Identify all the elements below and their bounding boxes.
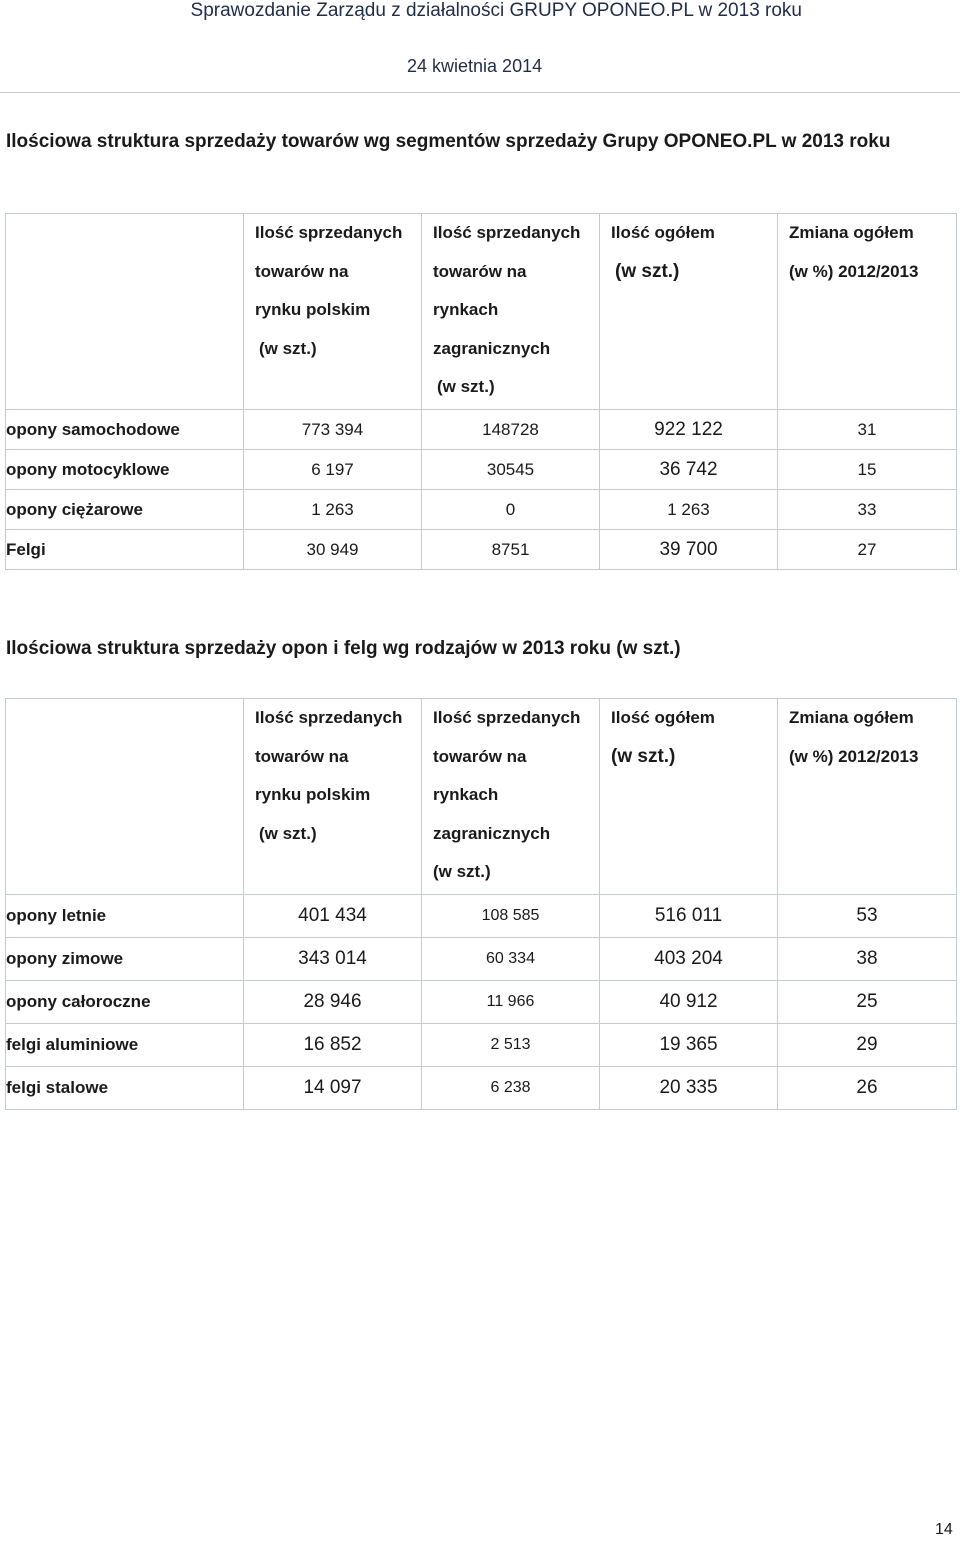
cell-foreign: 2 513	[422, 1024, 600, 1067]
cell-total: 40 912	[600, 981, 778, 1024]
header-line: (w szt.)	[433, 862, 491, 881]
cell-total: 39 700	[600, 530, 778, 570]
table-header-row	[6, 699, 957, 895]
header-foreign-markets	[422, 699, 600, 895]
cell-change: 29	[778, 1024, 957, 1067]
cell-change: 26	[778, 1067, 957, 1110]
cell-polish: 773 394	[244, 410, 422, 450]
header-line: towarów na	[255, 261, 349, 281]
cell-polish: 401 434	[244, 895, 422, 938]
document-header-date: 24 kwietnia 2014	[407, 56, 543, 76]
header-line: towarów na	[433, 746, 527, 766]
cell-polish: 1 263	[244, 490, 422, 530]
header-line: Zmiana ogółem	[789, 708, 914, 727]
cell-change: 38	[778, 938, 957, 981]
header-line: Ilość sprzedanych	[433, 708, 581, 727]
header-total	[600, 214, 778, 410]
header-line: rynkach	[433, 785, 499, 804]
product-type-sales-table	[5, 698, 957, 1110]
header-line: zagranicznych	[433, 338, 551, 358]
cell-foreign: 60 334	[422, 938, 600, 981]
cell-polish: 343 014	[244, 938, 422, 981]
table-row	[6, 981, 957, 1024]
header-line: rynkach	[433, 300, 499, 319]
header-line: Ilość sprzedanych	[433, 223, 581, 242]
cell-polish: 16 852	[244, 1024, 422, 1067]
row-label: opony motocyklowe	[6, 450, 244, 490]
table-row	[6, 938, 957, 981]
cell-total: 1 263	[600, 490, 778, 530]
cell-total: 19 365	[600, 1024, 778, 1067]
header-line: towarów na	[433, 261, 527, 281]
header-total	[600, 699, 778, 895]
row-label: felgi stalowe	[6, 1067, 244, 1110]
header-change	[778, 699, 957, 895]
header-divider	[0, 92, 960, 93]
table-row	[6, 895, 957, 938]
document-header-title: Sprawozdanie Zarządu z działalności GRUPY OPONEO.PL w 2013 roku	[190, 0, 802, 21]
header-line: Ilość ogółem	[611, 223, 715, 242]
cell-change: 31	[778, 410, 957, 450]
cell-polish: 14 097	[244, 1067, 422, 1110]
table-row	[6, 1024, 957, 1067]
header-line: (w szt.)	[437, 377, 495, 396]
cell-total: 922 122	[600, 410, 778, 450]
cell-change: 15	[778, 450, 957, 490]
table-row	[6, 490, 957, 530]
cell-change: 25	[778, 981, 957, 1024]
table2-title: Ilościowa struktura sprzedaży opon i felg wg rodzajów w 2013 roku (w szt.)	[6, 638, 681, 659]
header-empty-cell	[6, 214, 244, 410]
cell-foreign: 30545	[422, 450, 600, 490]
cell-polish: 28 946	[244, 981, 422, 1024]
cell-change: 27	[778, 530, 957, 570]
row-label: opony zimowe	[6, 938, 244, 981]
header-empty-cell	[6, 699, 244, 895]
header-line: rynku polskim	[255, 785, 371, 804]
cell-polish: 6 197	[244, 450, 422, 490]
header-line: towarów na	[255, 746, 349, 766]
header-line: Ilość sprzedanych	[255, 708, 403, 727]
cell-foreign: 148728	[422, 410, 600, 450]
header-line: (w %) 2012/2013	[789, 261, 919, 281]
row-label: felgi aluminiowe	[6, 1024, 244, 1067]
table-row	[6, 530, 957, 570]
page-number: 14	[935, 1521, 953, 1538]
header-line: Zmiana ogółem	[789, 223, 914, 242]
cell-change: 53	[778, 895, 957, 938]
segment-sales-table	[5, 213, 957, 570]
header-line: Ilość sprzedanych	[255, 223, 403, 242]
header-line: (w szt.)	[259, 823, 317, 843]
cell-foreign: 11 966	[422, 981, 600, 1024]
header-change	[778, 214, 957, 410]
header-line: (w szt.)	[611, 745, 676, 767]
row-label: Felgi	[6, 530, 244, 570]
header-line: rynku polskim	[255, 300, 371, 319]
header-line: (w szt.)	[615, 260, 680, 282]
cell-total: 516 011	[600, 895, 778, 938]
table-row	[6, 410, 957, 450]
header-line: Ilość ogółem	[611, 708, 715, 727]
table-row	[6, 1067, 957, 1110]
cell-polish: 30 949	[244, 530, 422, 570]
header-polish-market	[244, 699, 422, 895]
row-label: opony letnie	[6, 895, 244, 938]
cell-foreign: 0	[422, 490, 600, 530]
cell-total: 36 742	[600, 450, 778, 490]
row-label: opony samochodowe	[6, 410, 244, 450]
header-line: (w %) 2012/2013	[789, 746, 919, 766]
table-row	[6, 450, 957, 490]
header-foreign-markets	[422, 214, 600, 410]
cell-foreign: 108 585	[422, 895, 600, 938]
row-label: opony ciężarowe	[6, 490, 244, 530]
cell-foreign: 8751	[422, 530, 600, 570]
cell-change: 33	[778, 490, 957, 530]
header-line: zagranicznych	[433, 823, 551, 843]
header-line: (w szt.)	[259, 338, 317, 358]
cell-total: 20 335	[600, 1067, 778, 1110]
table1-title: Ilościowa struktura sprzedaży towarów wg segmentów sprzedaży Grupy OPONEO.PL w 2013 roku	[6, 131, 891, 152]
row-label: opony całoroczne	[6, 981, 244, 1024]
cell-foreign: 6 238	[422, 1067, 600, 1110]
header-polish-market	[244, 214, 422, 410]
cell-total: 403 204	[600, 938, 778, 981]
table-header-row	[6, 214, 957, 410]
